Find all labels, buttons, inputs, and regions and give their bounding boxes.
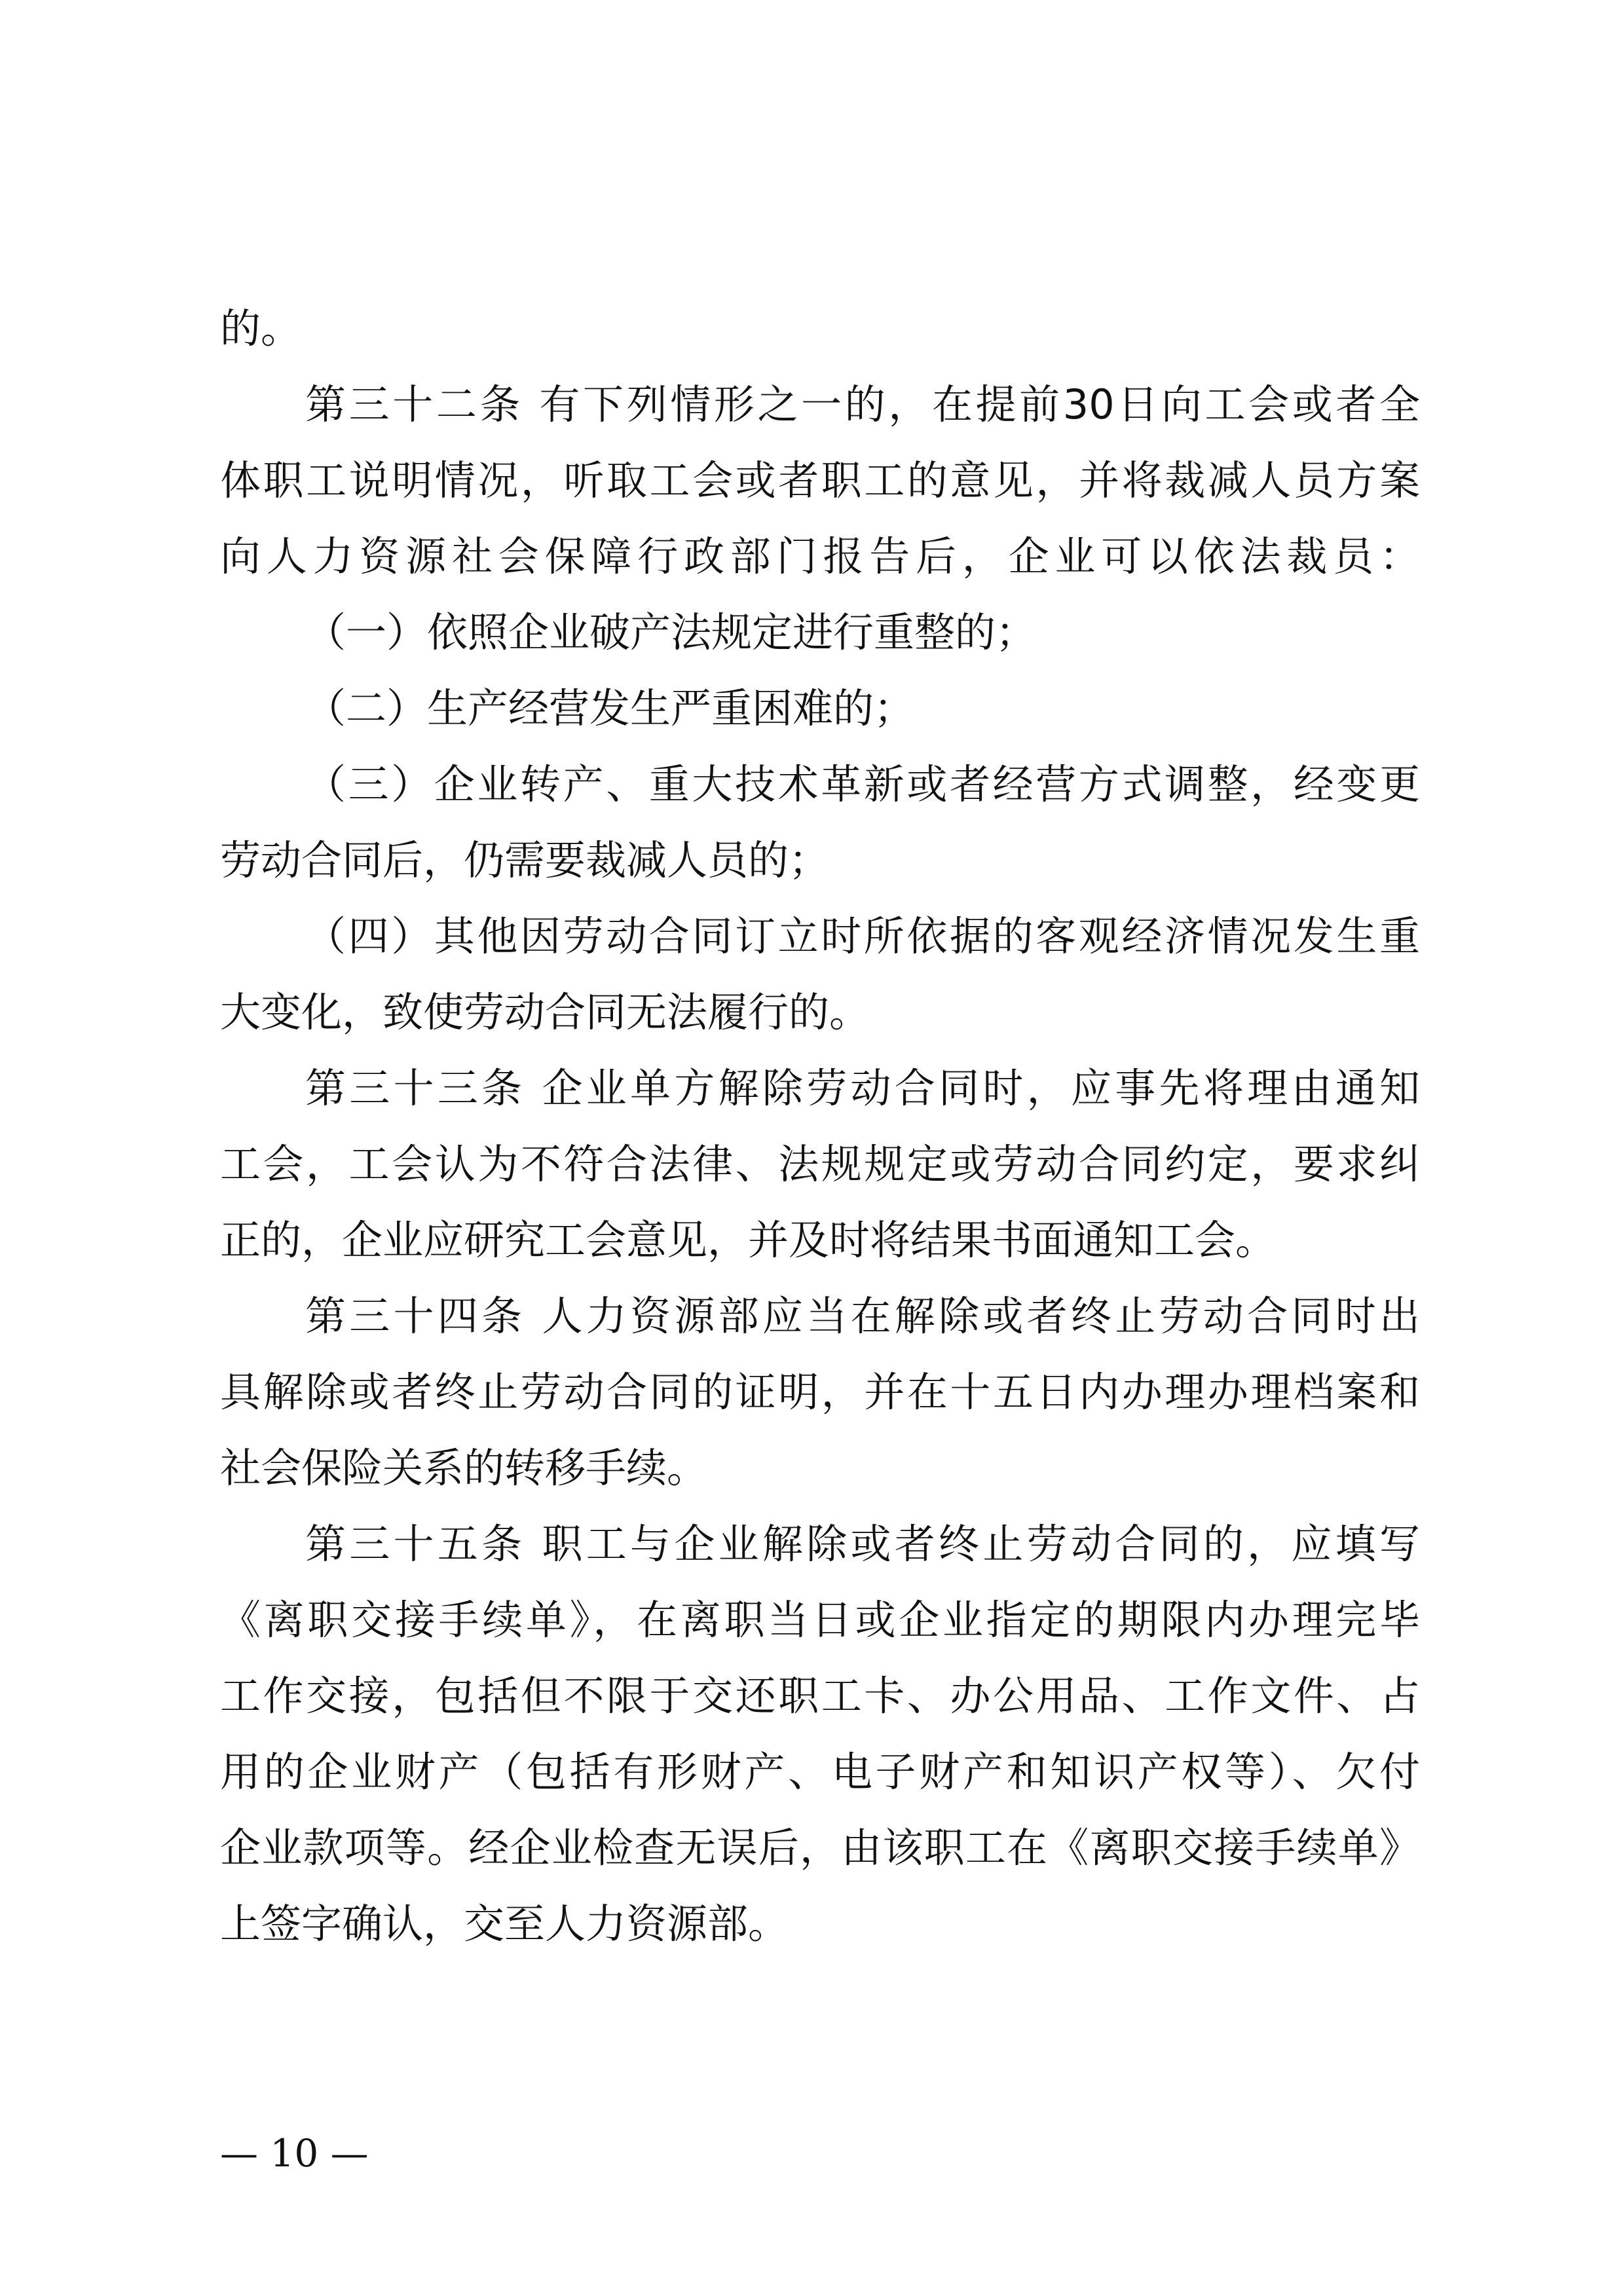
page-number: — 10 —	[220, 2131, 369, 2176]
clause-3-line-2: 劳动合同后，仍需要裁减人员的；	[220, 836, 830, 884]
text-line-1: 的。	[220, 305, 302, 352]
article-32-line-3: 向人力资源社会保障行政部门报告后，企业可以依法裁员：	[220, 532, 1420, 580]
clause-4-line-2: 大变化，致使劳动合同无法履行的。	[220, 988, 870, 1036]
article-35-line-5: 企业款项等。经企业检查无误后，由该职工在《离职交接手续单》	[220, 1824, 1420, 1872]
clause-1: （一）依照企业破产法规定进行重整的；	[305, 608, 1037, 656]
clause-4-line-1: （四）其他因劳动合同订立时所依据的客观经济情况发生重	[305, 912, 1420, 960]
article-35-line-4: 用的企业财产（包括有形财产、电子财产和知识产权等）、欠付	[220, 1748, 1420, 1796]
article-33-line-3: 正的，企业应研究工会意见，并及时将结果书面通知工会。	[220, 1216, 1277, 1264]
article-35-line-2: 《离职交接手续单》，在离职当日或企业指定的期限内办理完毕	[220, 1596, 1420, 1644]
clause-2: （二）生产经营发生严重困难的；	[305, 684, 915, 732]
article-35-line-3: 工作交接，包括但不限于交还职工卡、办公用品、工作文件、占	[220, 1672, 1420, 1720]
article-34-line-1: 第三十四条 人力资源部应当在解除或者终止劳动合同时出	[305, 1292, 1420, 1340]
article-32-line-1: 第三十二条 有下列情形之一的，在提前30日向工会或者全	[305, 380, 1420, 428]
article-35-line-6: 上签字确认，交至人力资源部。	[220, 1900, 789, 1948]
article-33-line-1: 第三十三条 企业单方解除劳动合同时，应事先将理由通知	[305, 1064, 1420, 1112]
article-33-line-2: 工会，工会认为不符合法律、法规规定或劳动合同约定，要求纠	[220, 1140, 1420, 1188]
article-34-line-3: 社会保险关系的转移手续。	[220, 1444, 708, 1492]
clause-3-line-1: （三）企业转产、重大技术革新或者经营方式调整，经变更	[305, 760, 1420, 808]
article-35-line-1: 第三十五条 职工与企业解除或者终止劳动合同的，应填写	[305, 1520, 1420, 1568]
article-34-line-2: 具解除或者终止劳动合同的证明，并在十五日内办理办理档案和	[220, 1368, 1420, 1416]
article-32-line-2: 体职工说明情况，听取工会或者职工的意见，并将裁减人员方案	[220, 456, 1420, 504]
